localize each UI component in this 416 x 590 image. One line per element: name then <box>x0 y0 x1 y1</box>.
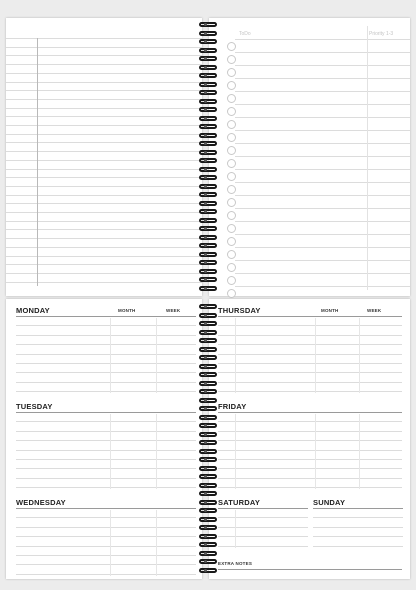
binding-ring <box>199 347 217 352</box>
binding-hole <box>204 526 207 529</box>
thursday-line <box>218 344 402 345</box>
friday-divider <box>315 414 316 489</box>
todo-line <box>235 195 410 196</box>
thursday-line <box>218 363 402 364</box>
todo-line <box>235 65 410 66</box>
binding-hole <box>204 535 207 538</box>
todo-checkbox <box>227 68 236 77</box>
binding-hole <box>204 373 207 376</box>
binding-ring <box>199 260 217 265</box>
binding-hole <box>204 142 207 145</box>
binding-hole <box>204 569 207 572</box>
tuesday-divider <box>110 414 111 489</box>
binding-hole <box>204 433 207 436</box>
binding-ring <box>199 406 217 411</box>
friday-line <box>218 450 402 451</box>
thursday-line <box>218 325 402 326</box>
binding-hole <box>204 91 207 94</box>
binding-ring <box>199 243 217 248</box>
todo-checkbox <box>227 81 236 90</box>
todo-checkbox <box>227 263 236 272</box>
ruled-line <box>6 282 202 283</box>
monday-line <box>16 325 196 326</box>
binding-hole <box>204 552 207 555</box>
notes-page <box>6 18 202 296</box>
binding-ring <box>199 158 217 163</box>
binding-ring <box>199 48 217 53</box>
friday-line <box>218 478 402 479</box>
binding-ring <box>199 235 217 240</box>
binding-hole <box>204 176 207 179</box>
todo-line <box>235 169 410 170</box>
month-label: MONTH <box>118 308 136 313</box>
binding-ring <box>199 65 217 70</box>
binding-hole <box>204 509 207 512</box>
monday-line <box>16 344 196 345</box>
binding-hole <box>204 382 207 385</box>
saturday-line <box>218 546 308 547</box>
thursday-line <box>218 335 402 336</box>
ruled-line <box>6 256 202 257</box>
sunday-line <box>313 527 403 528</box>
todo-line <box>235 260 410 261</box>
binding-ring <box>199 141 217 146</box>
todo-checkbox <box>227 172 236 181</box>
binding-ring <box>199 286 217 291</box>
binding-ring <box>199 107 217 112</box>
friday-header-line <box>218 412 402 413</box>
todo-checkbox <box>227 120 236 129</box>
monday-divider <box>110 318 111 393</box>
saturday-divider <box>235 510 236 548</box>
ruled-line <box>6 99 202 100</box>
binding-ring <box>199 474 217 479</box>
binding-hole <box>204 125 207 128</box>
todo-line <box>235 247 410 248</box>
todo-line <box>235 117 410 118</box>
binding-ring <box>199 381 217 386</box>
todo-checkbox <box>227 133 236 142</box>
binding-hole <box>204 66 207 69</box>
friday-divider <box>359 414 360 489</box>
monday-line <box>16 354 196 355</box>
wednesday-line <box>16 546 196 547</box>
todo-line <box>235 182 410 183</box>
todo-line <box>235 221 410 222</box>
ruled-line <box>6 108 202 109</box>
binding-hole <box>204 270 207 273</box>
binding-hole <box>204 23 207 26</box>
binding-ring <box>199 150 217 155</box>
binding-ring <box>199 277 217 282</box>
sunday-line <box>313 536 403 537</box>
todo-line <box>235 52 410 53</box>
ruled-line <box>6 238 202 239</box>
extra-notes-line <box>218 569 402 570</box>
todo-line <box>235 91 410 92</box>
binding-hole <box>204 331 207 334</box>
binding-ring <box>199 99 217 104</box>
day-label-friday: FRIDAY <box>218 402 247 411</box>
monday-divider <box>156 318 157 393</box>
friday-line <box>218 440 402 441</box>
binding-ring <box>199 321 217 326</box>
priority-column-line <box>367 26 368 290</box>
day-label-tuesday: TUESDAY <box>16 402 53 411</box>
ruled-line <box>6 169 202 170</box>
binding-hole <box>204 244 207 247</box>
tuesday-line <box>16 421 196 422</box>
binding-ring <box>199 440 217 445</box>
weekly-right-page <box>209 299 410 579</box>
todo-checkbox <box>227 159 236 168</box>
ruled-line <box>6 47 202 48</box>
binding-ring <box>199 90 217 95</box>
saturday-line <box>218 517 308 518</box>
binding-ring <box>199 483 217 488</box>
binding-ring <box>199 491 217 496</box>
thursday-line <box>218 372 402 373</box>
wednesday-divider <box>110 510 111 576</box>
binding-hole <box>204 322 207 325</box>
binding-hole <box>204 108 207 111</box>
ruled-line <box>6 195 202 196</box>
todo-checkbox <box>227 107 236 116</box>
binding-hole <box>204 399 207 402</box>
binding-ring <box>199 82 217 87</box>
todo-checkbox <box>227 211 236 220</box>
todo-line <box>235 78 410 79</box>
binding-hole <box>204 261 207 264</box>
margin-line <box>37 38 38 286</box>
binding-ring <box>199 175 217 180</box>
binding-hole <box>204 168 207 171</box>
thursday-line <box>218 391 402 392</box>
weekly-left-page <box>6 299 202 579</box>
ruled-line <box>6 134 202 135</box>
binding-ring <box>199 39 217 44</box>
todo-line <box>235 130 410 131</box>
binding-ring <box>199 364 217 369</box>
binding-ring <box>199 218 217 223</box>
binding-hole <box>204 314 207 317</box>
wednesday-line <box>16 517 196 518</box>
binding-ring <box>199 22 217 27</box>
ruled-line <box>6 125 202 126</box>
wednesday-line <box>16 536 196 537</box>
binding-ring <box>199 500 217 505</box>
binding-hole <box>204 236 207 239</box>
binding-hole <box>204 134 207 137</box>
binding-hole <box>204 193 207 196</box>
binding-hole <box>204 117 207 120</box>
week-label: WEEK <box>166 308 181 313</box>
binding-hole <box>204 210 207 213</box>
todo-checkbox <box>227 250 236 259</box>
binding-ring <box>199 432 217 437</box>
binding-ring <box>199 269 217 274</box>
todo-checkbox <box>227 224 236 233</box>
tuesday-line <box>16 450 196 451</box>
ruled-line <box>6 186 202 187</box>
binding-ring <box>199 330 217 335</box>
binding-hole <box>204 484 207 487</box>
binding-hole <box>204 74 207 77</box>
binding-ring <box>199 534 217 539</box>
binding-ring <box>199 304 217 309</box>
ruled-line <box>6 116 202 117</box>
binding-ring <box>199 192 217 197</box>
binding-hole <box>204 49 207 52</box>
binding-hole <box>204 416 207 419</box>
todo-checkbox <box>227 198 236 207</box>
binding-hole <box>204 278 207 281</box>
binding-ring <box>199 525 217 530</box>
binding-ring <box>199 568 217 573</box>
binding-hole <box>204 501 207 504</box>
day-label-wednesday: WEDNESDAY <box>16 498 66 507</box>
binding-ring <box>199 133 217 138</box>
binding-hole <box>204 219 207 222</box>
ruled-line <box>6 264 202 265</box>
todo-checkbox <box>227 185 236 194</box>
sunday-line <box>313 517 403 518</box>
binding-ring <box>199 184 217 189</box>
binding-hole <box>204 407 207 410</box>
binding-hole <box>204 253 207 256</box>
todo-checkbox <box>227 276 236 285</box>
monday-line <box>16 335 196 336</box>
todo-checkbox <box>227 55 236 64</box>
binding-hole <box>204 32 207 35</box>
wednesday-header-line <box>16 508 196 509</box>
binding-ring <box>199 209 217 214</box>
wednesday-line <box>16 574 196 575</box>
sunday-line <box>313 546 403 547</box>
binding-hole <box>204 185 207 188</box>
saturday-line <box>218 527 308 528</box>
monday-header-line <box>16 316 196 317</box>
binding-hole <box>204 458 207 461</box>
thursday-line <box>218 382 402 383</box>
todo-line <box>235 39 410 40</box>
todo-checkbox <box>227 289 236 298</box>
monday-line <box>16 363 196 364</box>
monday-line <box>16 372 196 373</box>
binding-hole <box>204 40 207 43</box>
binding-hole <box>204 227 207 230</box>
ruled-line <box>6 73 202 74</box>
priority-header: Priority 1-3 <box>369 31 394 37</box>
friday-line <box>218 487 402 488</box>
day-label-saturday: SATURDAY <box>218 498 261 507</box>
month-label: MONTH <box>321 308 339 313</box>
binding-ring <box>199 226 217 231</box>
todo-checkbox <box>227 237 236 246</box>
ruled-line <box>6 273 202 274</box>
binding-ring <box>199 56 217 61</box>
ruled-line <box>6 151 202 152</box>
todo-line <box>235 208 410 209</box>
friday-divider <box>235 414 236 489</box>
binding-hole <box>204 100 207 103</box>
friday-line <box>218 459 402 460</box>
binding-ring <box>199 31 217 36</box>
binding-ring <box>199 423 217 428</box>
binding-ring <box>199 466 217 471</box>
binding-hole <box>204 492 207 495</box>
binding-ring <box>199 167 217 172</box>
tuesday-header-line <box>16 412 196 413</box>
todo-line <box>235 156 410 157</box>
sunday-header-line <box>313 508 403 509</box>
thursday-line <box>218 354 402 355</box>
binding-hole <box>204 441 207 444</box>
binding-hole <box>204 424 207 427</box>
ruled-line <box>6 64 202 65</box>
binding-hole <box>204 287 207 290</box>
saturday-line <box>218 536 308 537</box>
binding-ring <box>199 116 217 121</box>
binding-ring <box>199 355 217 360</box>
saturday-header-line <box>218 508 308 509</box>
tuesday-divider <box>156 414 157 489</box>
ruled-line <box>6 212 202 213</box>
wednesday-line <box>16 555 196 556</box>
binding-hole <box>204 365 207 368</box>
wednesday-divider <box>156 510 157 576</box>
ruled-line <box>6 160 202 161</box>
tuesday-line <box>16 468 196 469</box>
todo-checkbox <box>227 146 236 155</box>
binding-ring <box>199 559 217 564</box>
thursday-header-line <box>218 316 402 317</box>
binding-ring <box>199 124 217 129</box>
binding-ring <box>199 457 217 462</box>
tuesday-line <box>16 440 196 441</box>
ruled-line <box>6 82 202 83</box>
friday-line <box>218 431 402 432</box>
binding-hole <box>204 305 207 308</box>
ruled-line <box>6 177 202 178</box>
binding-ring <box>199 372 217 377</box>
ruled-line <box>6 247 202 248</box>
binding-ring <box>199 201 217 206</box>
tuesday-line <box>16 487 196 488</box>
binding-ring <box>199 517 217 522</box>
ruled-line <box>6 203 202 204</box>
binding-ring <box>199 508 217 513</box>
binding-hole <box>204 57 207 60</box>
binding-hole <box>204 543 207 546</box>
ruled-line <box>6 142 202 143</box>
day-label-monday: MONDAY <box>16 306 50 315</box>
binding-hole <box>204 202 207 205</box>
ruled-line <box>6 90 202 91</box>
ruled-line <box>6 55 202 56</box>
week-label: WEEK <box>367 308 382 313</box>
tuesday-line <box>16 431 196 432</box>
todo-line <box>235 273 410 274</box>
monday-line <box>16 391 196 392</box>
tuesday-line <box>16 459 196 460</box>
friday-line <box>218 468 402 469</box>
binding-ring <box>199 252 217 257</box>
todo-line <box>235 286 410 287</box>
binding-hole <box>204 518 207 521</box>
ruled-line <box>6 229 202 230</box>
monday-line <box>16 382 196 383</box>
todo-line <box>235 234 410 235</box>
binding-hole <box>204 159 207 162</box>
binding-hole <box>204 467 207 470</box>
binding-hole <box>204 348 207 351</box>
binding-ring <box>199 389 217 394</box>
binding-hole <box>204 356 207 359</box>
todo-line <box>235 104 410 105</box>
binding-ring <box>199 449 217 454</box>
todo-line <box>235 143 410 144</box>
binding-hole <box>204 450 207 453</box>
friday-line <box>218 421 402 422</box>
binding-hole <box>204 339 207 342</box>
day-label-sunday: SUNDAY <box>313 498 346 507</box>
binding-hole <box>204 560 207 563</box>
binding-ring <box>199 313 217 318</box>
ruled-line <box>6 38 202 39</box>
binding-ring <box>199 398 217 403</box>
tuesday-line <box>16 478 196 479</box>
day-label-thursday: THURSDAY <box>218 306 261 315</box>
thursday-divider <box>359 318 360 393</box>
thursday-divider <box>235 318 236 393</box>
wednesday-line <box>16 564 196 565</box>
wednesday-line <box>16 527 196 528</box>
extra-notes-label: EXTRA NOTES <box>218 561 253 566</box>
binding-ring <box>199 415 217 420</box>
binding-ring <box>199 73 217 78</box>
binding-ring <box>199 551 217 556</box>
todo-checkbox <box>227 42 236 51</box>
binding-hole <box>204 475 207 478</box>
binding-hole <box>204 83 207 86</box>
todo-checkbox <box>227 94 236 103</box>
todo-header: ToDo <box>239 31 251 37</box>
ruled-line <box>6 221 202 222</box>
binding-ring <box>199 338 217 343</box>
binding-ring <box>199 542 217 547</box>
todo-page <box>209 18 410 296</box>
binding-hole <box>204 390 207 393</box>
binding-hole <box>204 151 207 154</box>
thursday-divider <box>315 318 316 393</box>
